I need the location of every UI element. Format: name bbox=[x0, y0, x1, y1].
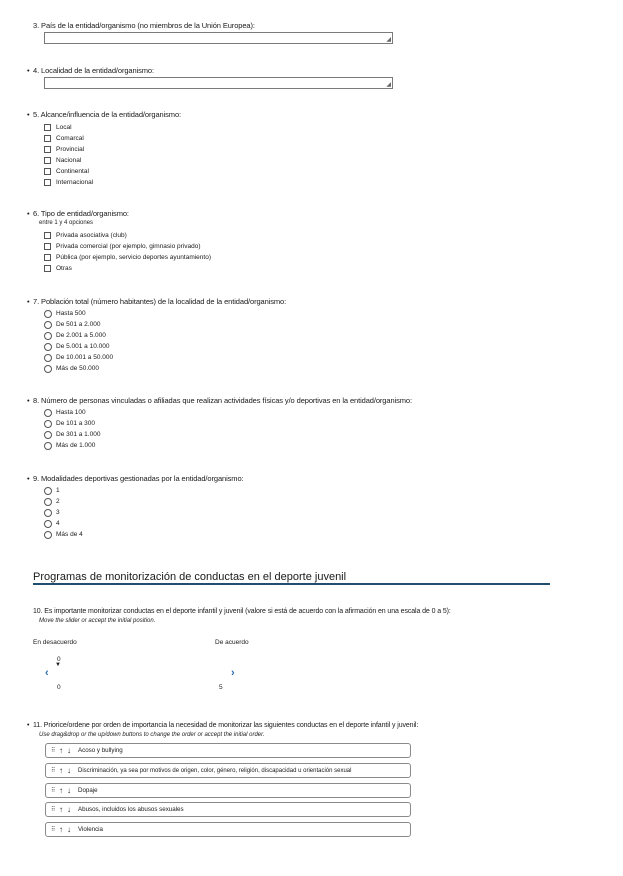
radio[interactable] bbox=[44, 509, 52, 517]
slider-left-label: En desacuerdo bbox=[33, 639, 77, 646]
radio[interactable] bbox=[44, 310, 52, 318]
option-continental[interactable]: Continental bbox=[44, 166, 93, 177]
checkbox[interactable] bbox=[44, 254, 51, 261]
option-privada-asociativa[interactable]: Privada asociativa (club) bbox=[44, 230, 211, 241]
option-2001-5000[interactable]: De 2.001 a 5.000 bbox=[44, 330, 113, 341]
radio[interactable] bbox=[44, 365, 52, 373]
question-11-hint: Use drag&drop or the up/down buttons to change the order or accept the initial order. bbox=[39, 732, 265, 738]
checkbox[interactable] bbox=[44, 157, 51, 164]
question-10 bbox=[33, 607, 451, 625]
question-10-hint: Move the slider or accept the initial position. bbox=[39, 618, 156, 624]
radio[interactable] bbox=[44, 520, 52, 528]
question-8 bbox=[27, 396, 412, 449]
option-local[interactable]: Local bbox=[44, 122, 93, 133]
question-11 bbox=[27, 721, 418, 739]
radio[interactable] bbox=[44, 442, 52, 450]
question-6 bbox=[27, 209, 211, 272]
question-5-label: 5. Alcance/influencia de la entidad/organismo: bbox=[33, 110, 182, 119]
radio[interactable] bbox=[44, 321, 52, 329]
option-5001-10000[interactable]: De 5.001 a 10.000 bbox=[44, 341, 113, 352]
option-provincial[interactable]: Provincial bbox=[44, 144, 93, 155]
checkbox[interactable] bbox=[44, 168, 51, 175]
question-4 bbox=[27, 66, 391, 88]
required-marker: • bbox=[27, 297, 30, 306]
option-301-1000[interactable]: De 301 a 1.000 bbox=[44, 429, 100, 440]
rank-item[interactable] bbox=[45, 783, 411, 798]
option-101-300[interactable]: De 101 a 300 bbox=[44, 418, 100, 429]
rank-item[interactable] bbox=[45, 822, 411, 837]
option-2[interactable]: 2 bbox=[44, 496, 83, 507]
rank-item-label: Violencia bbox=[78, 826, 103, 833]
question-6-label: 6. Tipo de entidad/organismo: bbox=[33, 209, 129, 218]
slider-handle-icon[interactable]: ▼ bbox=[55, 662, 61, 668]
checkbox[interactable] bbox=[44, 243, 51, 250]
checkbox[interactable] bbox=[44, 265, 51, 272]
radio[interactable] bbox=[44, 354, 52, 362]
option-mas-4[interactable]: Más de 4 bbox=[44, 529, 83, 540]
option-mas-1000[interactable]: Más de 1.000 bbox=[44, 440, 100, 451]
rank-item-label: Discriminación, ya sea por motivos de origen, color, género, religión, discapacidad u orientación sexual bbox=[78, 767, 352, 774]
checkbox[interactable] bbox=[44, 179, 51, 186]
slider-right-label: De acuerdo bbox=[215, 639, 249, 646]
option-3[interactable]: 3 bbox=[44, 507, 83, 518]
option-4[interactable]: 4 bbox=[44, 518, 83, 529]
question-7 bbox=[27, 297, 287, 372]
question-8-label: 8. Número de personas vinculadas o afiliadas que realizan actividades físicas y/o deportivas en la entidad/organismo: bbox=[33, 396, 412, 405]
slider-current-value: 0 bbox=[57, 656, 61, 663]
radio[interactable] bbox=[44, 420, 52, 428]
option-hasta-100[interactable]: Hasta 100 bbox=[44, 407, 100, 418]
radio[interactable] bbox=[44, 531, 52, 539]
required-marker: • bbox=[27, 209, 30, 218]
drag-handle-icon[interactable]: ⠿ bbox=[51, 768, 56, 774]
option-otras[interactable]: Otras bbox=[44, 263, 211, 274]
option-1[interactable]: 1 bbox=[44, 485, 83, 496]
resize-grip-icon[interactable]: ◢ bbox=[386, 37, 391, 43]
question-9-label: 9. Modalidades deportivas gestionadas por la entidad/organismo: bbox=[33, 474, 244, 483]
option-comarcal[interactable]: Comarcal bbox=[44, 133, 93, 144]
option-10001-50000[interactable]: De 10.001 a 50.000 bbox=[44, 352, 113, 363]
option-501-2000[interactable]: De 501 a 2.000 bbox=[44, 319, 113, 330]
question-5 bbox=[27, 110, 182, 186]
slider-max-label: 5 bbox=[219, 684, 223, 691]
slider-min-label: 0 bbox=[57, 684, 61, 691]
option-privada-comercial[interactable]: Privada comercial (por ejemplo, gimnasio privado) bbox=[44, 241, 211, 252]
question-3-label: 3. País de la entidad/organismo (no miembros de la Unión Europea): bbox=[33, 21, 255, 30]
option-nacional[interactable]: Nacional bbox=[44, 155, 93, 166]
move-up-arrow-icon[interactable]: ↑ bbox=[59, 746, 63, 755]
required-marker: • bbox=[27, 396, 30, 405]
drag-handle-icon[interactable]: ⠿ bbox=[51, 788, 56, 794]
question-4-label: 4. Localidad de la entidad/organismo: bbox=[33, 66, 154, 75]
question-7-label: 7. Población total (número habitantes) de la localidad de la entidad/organismo: bbox=[33, 297, 287, 306]
section-title: Programas de monitorización de conductas en el deporte juvenil bbox=[33, 571, 347, 583]
rank-item-label: Abusos, incluidos los abusos sexuales bbox=[78, 806, 184, 813]
move-up-arrow-icon[interactable]: ↑ bbox=[59, 825, 63, 834]
drag-handle-icon[interactable]: ⠿ bbox=[51, 827, 56, 833]
move-down-arrow-icon[interactable]: ↓ bbox=[67, 786, 71, 795]
move-up-arrow-icon[interactable]: ↑ bbox=[59, 786, 63, 795]
section-header bbox=[33, 567, 550, 585]
question-11-label: 11. Priorice/ordene por orden de importancia la necesidad de monitorizar las siguientes conductas en el deporte infantil y juvenil: bbox=[33, 722, 419, 729]
rank-item-label: Dopaje bbox=[78, 787, 98, 794]
move-down-arrow-icon[interactable]: ↓ bbox=[67, 825, 71, 834]
drag-handle-icon[interactable]: ⠿ bbox=[51, 748, 56, 754]
rank-item-label: Acoso y bullying bbox=[78, 747, 123, 754]
question-9 bbox=[27, 474, 244, 538]
slider-increase-chevron-right-icon[interactable]: › bbox=[231, 667, 235, 679]
checkbox[interactable] bbox=[44, 124, 51, 131]
required-marker: • bbox=[27, 110, 30, 119]
option-internacional[interactable]: Internacional bbox=[44, 177, 93, 188]
rank-item[interactable] bbox=[45, 802, 411, 817]
checkbox[interactable] bbox=[44, 146, 51, 153]
resize-grip-icon[interactable]: ◢ bbox=[386, 82, 391, 88]
required-marker: • bbox=[27, 66, 30, 75]
move-down-arrow-icon[interactable]: ↓ bbox=[67, 746, 71, 755]
drag-handle-icon[interactable]: ⠿ bbox=[51, 807, 56, 813]
checkbox[interactable] bbox=[44, 232, 51, 239]
radio[interactable] bbox=[44, 431, 52, 439]
locality-input[interactable] bbox=[44, 77, 393, 89]
option-publica[interactable]: Pública (por ejemplo, servicio deportes ayuntamiento) bbox=[44, 252, 211, 263]
question-10-label: 10. Es importante monitorizar conductas en el deporte infantil y juvenil (valore si está de acuerdo con la afirmación en una escala de 0 a 5): bbox=[33, 608, 451, 615]
move-down-arrow-icon[interactable]: ↓ bbox=[67, 805, 71, 814]
required-marker: • bbox=[27, 722, 30, 729]
option-hasta-500[interactable]: Hasta 500 bbox=[44, 308, 113, 319]
option-mas-50000[interactable]: Más de 50.000 bbox=[44, 363, 113, 374]
country-input[interactable] bbox=[44, 32, 393, 44]
slider-decrease-chevron-left-icon[interactable]: ‹ bbox=[45, 667, 49, 679]
move-up-arrow-icon[interactable]: ↑ bbox=[59, 805, 63, 814]
question-6-hint: entre 1 y 4 opciones bbox=[39, 220, 94, 226]
move-down-arrow-icon[interactable]: ↓ bbox=[67, 766, 71, 775]
radio[interactable] bbox=[44, 332, 52, 340]
required-marker: • bbox=[27, 474, 30, 483]
rank-item[interactable] bbox=[45, 763, 411, 778]
radio[interactable] bbox=[44, 498, 52, 506]
radio[interactable] bbox=[44, 409, 52, 417]
rank-item[interactable] bbox=[45, 743, 411, 758]
question-3 bbox=[33, 21, 391, 43]
checkbox[interactable] bbox=[44, 135, 51, 142]
radio[interactable] bbox=[44, 487, 52, 495]
radio[interactable] bbox=[44, 343, 52, 351]
move-up-arrow-icon[interactable]: ↑ bbox=[59, 766, 63, 775]
